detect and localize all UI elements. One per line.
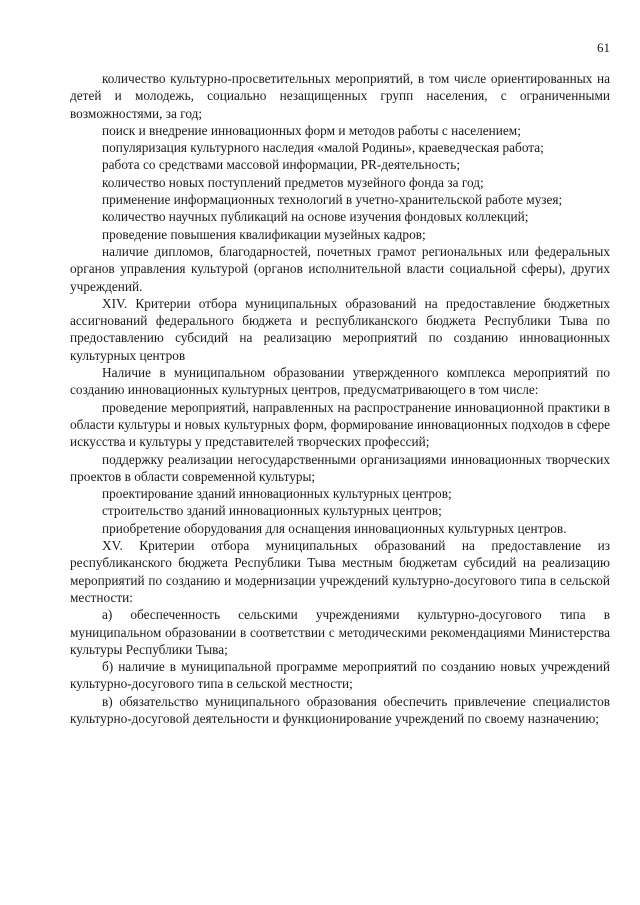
paragraph: наличие дипломов, благодарностей, почетных грамот региональных или федеральных органов управления культурой (органов исполнительной власти социальной сферы), других учреждений.: [70, 243, 610, 294]
page-number: 61: [597, 40, 610, 55]
paragraph: проектирование зданий инновационных культурных центров;: [102, 486, 452, 502]
paragraph: количество научных публикаций на основе изучения фондовых коллекций;: [102, 209, 529, 225]
paragraph: количество культурно-просветительных мероприятий, в том числе ориентированных на детей и молодежь, социально незащищенных групп населения, с ограниченными возможностями, за год;: [70, 71, 610, 121]
paragraph: применение информационных технологий в учетно-хранительской работе музея;: [102, 192, 563, 208]
paragraph: поиск и внедрение инновационных форм и методов работы с населением;: [102, 122, 521, 138]
paragraph: поддержку реализации негосударственными организациями инновационных творческих проектов в области современной культуры;: [70, 451, 610, 484]
paragraph: проведение повышения квалификации музейных кадров;: [102, 226, 426, 242]
paragraph: а) обеспеченность сельскими учреждениями культурно-досугового типа в муниципальном образовании в соответствии с методическими рекомендациями Министерства культуры Республики Тыва;: [70, 607, 610, 657]
paragraph: строительство зданий инновационных культурных центров;: [102, 503, 442, 519]
section-heading-xiv: XIV. Критерии отбора муниципальных образований на предоставление бюджетных ассигнований федерального бюджета и республиканского бюджета Республики Тыва по предоставлению субсидий на реализацию мероприятий по созданию инновационных культурных центров: [70, 295, 610, 363]
paragraph: в) обязательство муниципального образования обеспечить привлечение специалистов культурно-досуговой деятельности и функционирование учреждений по своему назначению;: [70, 693, 610, 726]
paragraph: приобретение оборудования для оснащения инновационных культурных центров.: [102, 520, 567, 536]
section-heading-xv: XV. Критерии отбора муниципальных образований на предоставление из республиканского бюджета Республики Тыва местным бюджетам субсидий на реализацию мероприятий по созданию и модернизации учреждений культурно-досугового типа в сельской местности:: [70, 538, 610, 605]
paragraph: проведение мероприятий, направленных на распространение инновационной практики в области культуры и новых культурных форм, формирование инновационных подходов в сфере искусства и культуры у представителей творческих профессий;: [70, 399, 610, 450]
document-body: [70, 70, 610, 727]
paragraph: Наличие в муниципальном образовании утвержденного комплекса мероприятий по созданию инновационных культурных центров, предусматривающего в том числе:: [70, 365, 610, 398]
paragraph: работа со средствами массовой информации, PR-деятельность;: [102, 157, 461, 173]
paragraph: количество новых поступлений предметов музейного фонда за год;: [102, 174, 484, 190]
paragraph: популяризация культурного наследия «малой Родины», краеведческая работа;: [102, 140, 544, 156]
paragraph: б) наличие в муниципальной программе мероприятий по созданию новых учреждений культурно-досугового типа в сельской местности;: [70, 659, 610, 692]
